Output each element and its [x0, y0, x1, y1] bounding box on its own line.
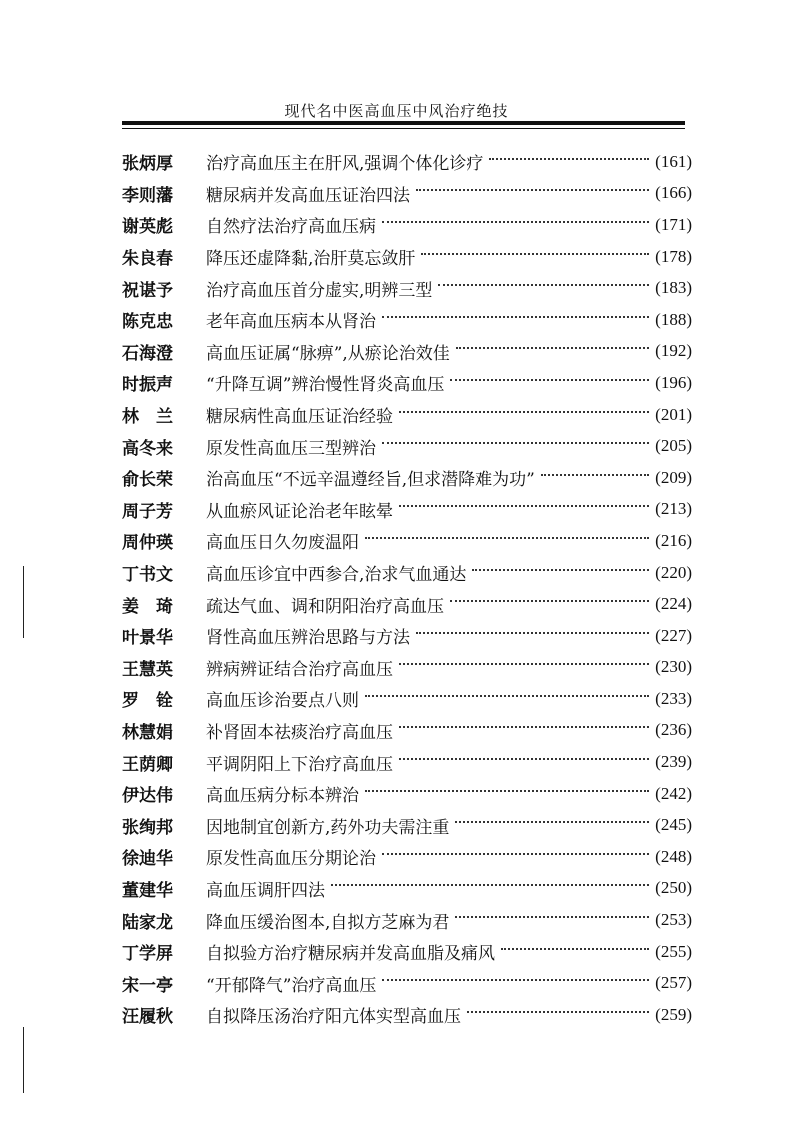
toc-dot-leader	[382, 979, 649, 981]
toc-entry-title: “开郁降气”治疗高血压	[206, 975, 377, 996]
toc-dot-leader	[399, 505, 649, 507]
toc-entry-author: 时振声	[122, 375, 173, 396]
toc-entry-author: 王荫卿	[122, 754, 173, 775]
toc-dot-leader	[416, 189, 649, 191]
toc-entry-page-number: (236)	[655, 720, 692, 740]
toc-entry-author: 王慧英	[122, 659, 173, 680]
toc-entry-author: 林慧娟	[122, 722, 173, 743]
toc-entry-title: 辨病辨证结合治疗高血压	[206, 659, 393, 680]
toc-entry[interactable]	[122, 588, 692, 620]
toc-entry[interactable]	[122, 430, 692, 462]
toc-dot-leader	[541, 474, 649, 476]
toc-dot-leader	[467, 1011, 649, 1013]
toc-entry-author: 徐迪华	[122, 849, 173, 870]
toc-entry-author: 陆家龙	[122, 912, 173, 933]
toc-entry[interactable]	[122, 936, 692, 968]
toc-entry[interactable]	[122, 462, 692, 494]
toc-entry-title: 高血压日久勿废温阳	[206, 533, 359, 554]
toc-entry-author: 谢英彪	[122, 217, 173, 238]
toc-entry-page-number: (216)	[655, 530, 692, 550]
toc-dot-leader	[382, 316, 649, 318]
toc-entry[interactable]	[122, 146, 692, 178]
toc-entry-page-number: (171)	[655, 214, 692, 234]
toc-entry-author: 董建华	[122, 880, 173, 901]
toc-entry-title: 原发性高血压三型辨治	[206, 438, 376, 459]
toc-entry-page-number: (233)	[655, 688, 692, 708]
toc-entry-page-number: (224)	[655, 594, 692, 614]
toc-entry-page-number: (220)	[655, 562, 692, 582]
toc-entry-page-number: (230)	[655, 657, 692, 677]
toc-dot-leader	[399, 663, 649, 665]
toc-dot-leader	[365, 537, 649, 539]
toc-entry-page-number: (188)	[655, 309, 692, 329]
toc-entry-title: 高血压诊宜中西参合,治求气血通达	[206, 565, 467, 586]
toc-dot-leader	[331, 884, 649, 886]
toc-entry-page-number: (166)	[655, 183, 692, 203]
toc-dot-leader	[501, 948, 649, 950]
toc-entry-title: 治疗高血压主在肝风,强调个体化诊疗	[206, 154, 484, 175]
toc-entry-author: 丁学屏	[122, 944, 173, 965]
toc-entry-title: 补肾固本祛痰治疗高血压	[206, 722, 393, 743]
toc-dot-leader	[456, 347, 649, 349]
toc-entry-author: 叶景华	[122, 628, 173, 649]
toc-entry-title: 治高血压“不远辛温遵经旨,但求潜降难为功”	[206, 470, 535, 491]
toc-entry-page-number: (248)	[655, 846, 692, 866]
toc-entry-author: 高冬来	[122, 438, 173, 459]
toc-entry[interactable]	[122, 999, 692, 1031]
toc-entry-title: 治疗高血压首分虚实,明辨三型	[206, 280, 433, 301]
toc-entry-page-number: (205)	[655, 436, 692, 456]
toc-entry-title: 自拟验方治疗糖尿病并发高血脂及痛风	[206, 944, 495, 965]
toc-dot-leader	[472, 569, 649, 571]
toc-entry-title: 高血压病分标本辨治	[206, 786, 359, 807]
toc-entry-author: 林 兰	[122, 407, 173, 428]
toc-entry[interactable]	[122, 557, 692, 589]
toc-entry-title: 高血压证属“脉痹”,从瘀论治效佳	[206, 343, 450, 364]
toc-entry[interactable]	[122, 304, 692, 336]
toc-dot-leader	[421, 253, 649, 255]
toc-entry-author: 陈克忠	[122, 312, 173, 333]
toc-entry-author: 张绚邦	[122, 817, 173, 838]
toc-entry-author: 汪履秋	[122, 1007, 173, 1028]
toc-entry[interactable]	[122, 809, 692, 841]
toc-entry-title: 老年高血压病本从肾治	[206, 312, 376, 333]
toc-entry[interactable]	[122, 367, 692, 399]
toc-entry[interactable]	[122, 272, 692, 304]
toc-entry-page-number: (192)	[655, 341, 692, 361]
toc-entry-page-number: (161)	[655, 151, 692, 171]
left-margin-mark-upper	[23, 566, 24, 638]
toc-entry-author: 李则藩	[122, 185, 173, 206]
toc-dot-leader	[399, 758, 649, 760]
running-header-title: 现代名中医高血压中风治疗绝技	[284, 102, 509, 120]
toc-entry-title: 糖尿病并发高血压证治四法	[206, 185, 410, 206]
toc-dot-leader	[365, 695, 649, 697]
toc-entry-page-number: (183)	[655, 278, 692, 298]
toc-entry-author: 石海澄	[122, 343, 173, 364]
left-margin-mark-lower	[23, 1027, 24, 1093]
toc-entry[interactable]	[122, 841, 692, 873]
toc-entry-author: 张炳厚	[122, 154, 173, 175]
toc-dot-leader	[382, 853, 649, 855]
toc-entry-author: 朱良春	[122, 249, 173, 270]
toc-dot-leader	[489, 158, 649, 160]
toc-entry-title: 从血瘀风证论治老年眩晕	[206, 501, 393, 522]
toc-entry-page-number: (209)	[655, 467, 692, 487]
toc-entry-page-number: (227)	[655, 625, 692, 645]
toc-entry-author: 宋一亭	[122, 975, 173, 996]
toc-entry-author: 罗 铨	[122, 691, 173, 712]
toc-entry-title: 肾性高血压辨治思路与方法	[206, 628, 410, 649]
toc-entry-author: 姜 琦	[122, 596, 173, 617]
toc-entry-page-number: (255)	[655, 941, 692, 961]
toc-entry-page-number: (242)	[655, 783, 692, 803]
toc-entry[interactable]	[122, 525, 692, 557]
toc-entry-page-number: (239)	[655, 752, 692, 772]
toc-entry[interactable]	[122, 873, 692, 905]
toc-dot-leader	[455, 916, 649, 918]
toc-entry-page-number: (250)	[655, 878, 692, 898]
toc-entry[interactable]	[122, 399, 692, 431]
table-of-contents	[122, 146, 692, 1031]
toc-entry-author: 俞长荣	[122, 470, 173, 491]
toc-dot-leader	[438, 284, 649, 286]
toc-entry-author: 伊达伟	[122, 786, 173, 807]
toc-dot-leader	[455, 821, 649, 823]
header-rule-thin	[122, 128, 685, 129]
toc-dot-leader	[450, 600, 649, 602]
toc-dot-leader	[365, 790, 649, 792]
toc-entry[interactable]	[122, 967, 692, 999]
toc-entry[interactable]	[122, 746, 692, 778]
toc-entry[interactable]	[122, 715, 692, 747]
toc-entry-author: 祝谌予	[122, 280, 173, 301]
toc-entry-title: 降压还虚降黏,治肝莫忘敛肝	[206, 249, 416, 270]
toc-entry-page-number: (253)	[655, 910, 692, 930]
toc-entry-author: 周仲瑛	[122, 533, 173, 554]
toc-dot-leader	[416, 632, 649, 634]
toc-entry-title: 降血压缓治图本,自拟方芝麻为君	[206, 912, 450, 933]
toc-entry-page-number: (259)	[655, 1004, 692, 1024]
toc-entry[interactable]	[122, 778, 692, 810]
toc-entry-title: 自然疗法治疗高血压病	[206, 217, 376, 238]
toc-dot-leader	[450, 379, 649, 381]
toc-entry-author: 周子芳	[122, 501, 173, 522]
toc-entry-title: 糖尿病性高血压证治经验	[206, 407, 393, 428]
toc-entry[interactable]	[122, 683, 692, 715]
toc-entry-title: 高血压调肝四法	[206, 880, 325, 901]
toc-entry-page-number: (178)	[655, 246, 692, 266]
toc-dot-leader	[399, 726, 649, 728]
toc-entry[interactable]	[122, 652, 692, 684]
toc-entry-author: 丁书文	[122, 565, 173, 586]
toc-entry[interactable]	[122, 178, 692, 210]
toc-dot-leader	[382, 221, 649, 223]
toc-entry-title: 高血压诊治要点八则	[206, 691, 359, 712]
toc-dot-leader	[382, 442, 649, 444]
toc-entry-page-number: (213)	[655, 499, 692, 519]
toc-entry-page-number: (201)	[655, 404, 692, 424]
toc-entry-page-number: (245)	[655, 815, 692, 835]
toc-entry[interactable]	[122, 904, 692, 936]
toc-entry-title: 平调阴阳上下治疗高血压	[206, 754, 393, 775]
header-rule-thick	[122, 121, 685, 125]
toc-entry-title: 自拟降压汤治疗阳亢体实型高血压	[206, 1007, 461, 1028]
toc-entry[interactable]	[122, 209, 692, 241]
toc-entry-title: “升降互调”辨治慢性肾炎高血压	[206, 375, 445, 396]
toc-entry[interactable]	[122, 620, 692, 652]
toc-entry-title: 疏达气血、调和阴阳治疗高血压	[206, 596, 444, 617]
toc-entry[interactable]	[122, 494, 692, 526]
toc-dot-leader	[399, 411, 649, 413]
toc-entry-page-number: (196)	[655, 372, 692, 392]
toc-entry[interactable]	[122, 241, 692, 273]
toc-entry[interactable]	[122, 336, 692, 368]
toc-entry-title: 原发性高血压分期论治	[206, 849, 376, 870]
toc-entry-page-number: (257)	[655, 973, 692, 993]
toc-entry-title: 因地制宜创新方,药外功夫需注重	[206, 817, 450, 838]
